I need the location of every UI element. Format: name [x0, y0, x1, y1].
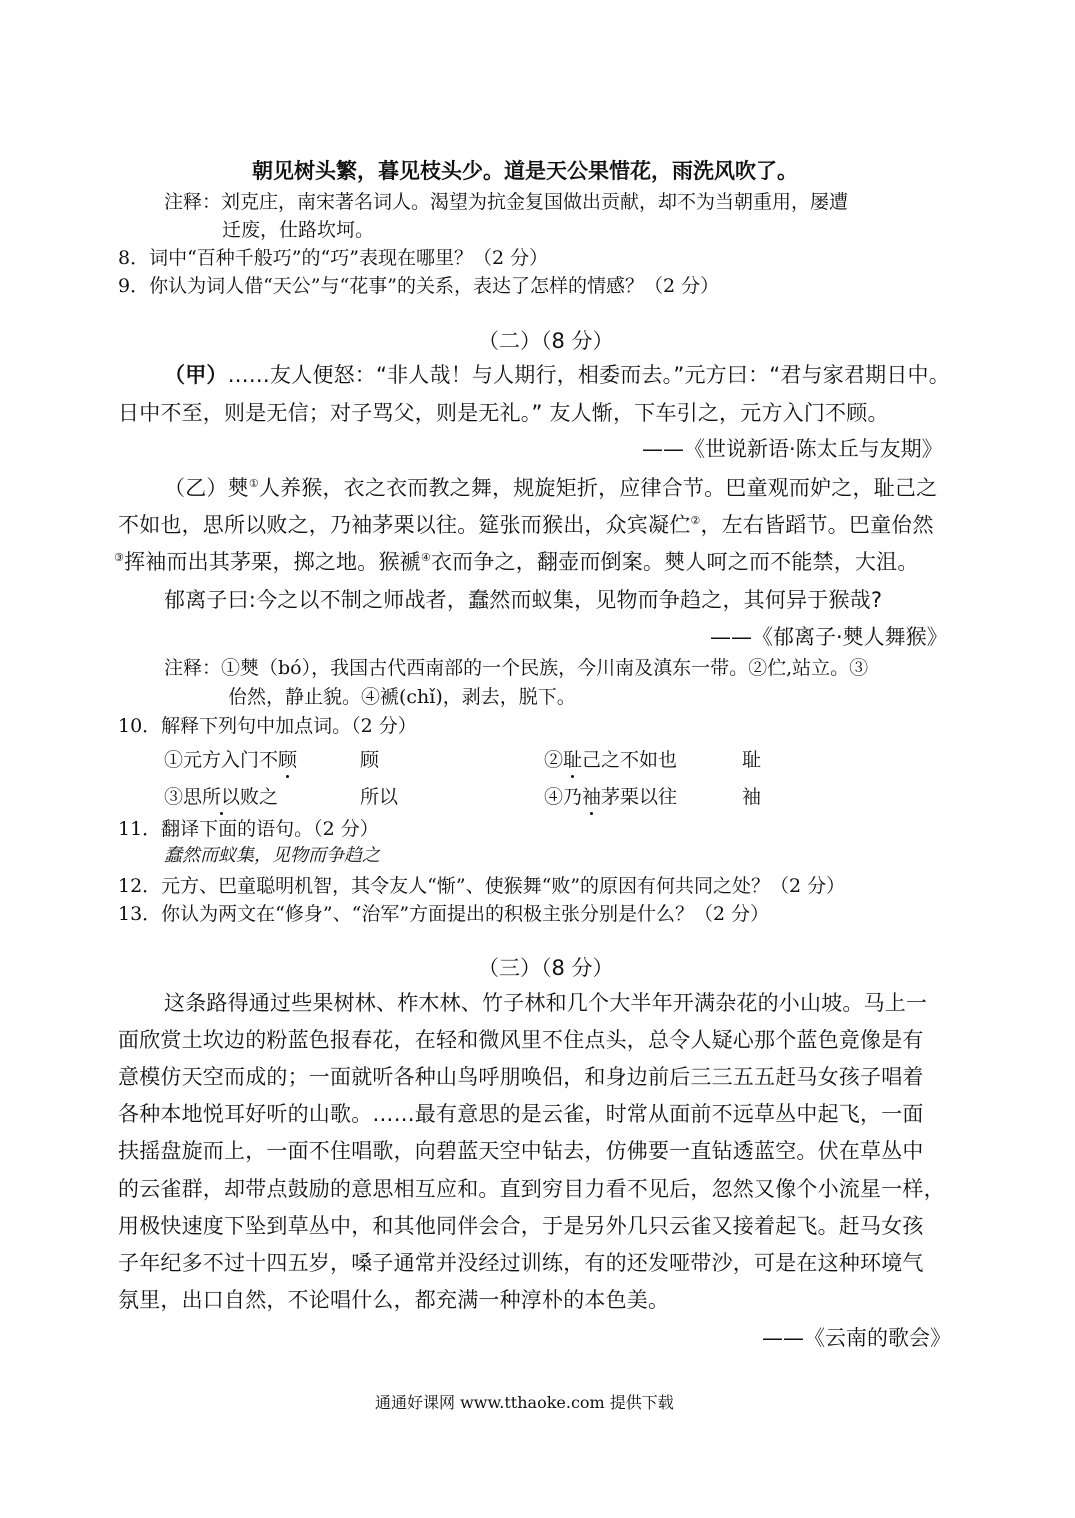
- passage-3-line-1: 这条路得通过些果树林、柞木林、竹子林和几个大半年开满杂花的小山坡。马上一: [164, 991, 928, 1015]
- q10-answer-3: 所以: [360, 786, 399, 808]
- section-3-heading: （三）（8 分）: [478, 956, 614, 980]
- section-2-heading: （二）（8 分）: [478, 329, 614, 353]
- passage-3-line-5: 扶摇盘旋而上，一面不住唱歌，向碧蓝天空中钻去，仿佛要一直钻透蓝空。伏在草丛中: [118, 1139, 924, 1163]
- q10-item-4: ④乃袖茅栗以往: [544, 786, 678, 808]
- question-11-stem: 11．翻译下面的语句。（2 分）: [118, 818, 379, 840]
- passage-3-line-4: 各种本地悦耳好听的山歌。……最有意思的是云雀，时常从面前不远草丛中起飞，一面: [118, 1102, 924, 1126]
- q10-answer-2: 耻: [742, 749, 762, 771]
- q10-answer-1: 顾: [360, 749, 380, 771]
- q10-item-2: ②耻己之不如也: [544, 749, 678, 771]
- passage-3-line-7: 用极快速度下坠到草丛中，和其他同伴会合，于是另外几只云雀又接着起飞。赶马女孩: [118, 1214, 924, 1238]
- passage-yi-line-2: 不如也，思所以败之，乃袖茅栗以往。筵张而猴出，众宾凝伫②，左右皆蹈节。巴童佁然: [118, 513, 934, 537]
- note-2-line-2: 佁然，静止貌。④褫(chǐ)，剥去，脱下。: [228, 686, 576, 708]
- passage-3-line-8: 子年纪多不过十四五岁，嗓子通常并没经过训练，有的还发哑带沙，可是在这种环境气: [118, 1251, 924, 1275]
- passage-jia-line-2: 日中不至，则是无信；对子骂父，则是无礼。” 友人惭，下车引之，元方入门不顾。: [118, 401, 889, 425]
- q10-item-1: ①元方入门不顾: [164, 749, 298, 771]
- question-12: 12．元方、巴童聪明机智，其令友人“惭”、使猴舞“败”的原因有何共同之处？（2 分）: [118, 875, 846, 897]
- passage-jia-source: ——《世说新语·陈太丘与友期》: [642, 437, 943, 461]
- footnote-mark-4: ④: [420, 551, 431, 564]
- footnote-mark-3: ③: [114, 551, 125, 564]
- page-footer: 通通好课网 www.tthaoke.com 提供下载: [375, 1393, 674, 1412]
- q10-item-3: ③思所以败之: [164, 786, 279, 808]
- poem-last-line: 朝见树头繁，暮见枝头少。道是天公果惜花，雨洗风吹了。: [252, 159, 798, 183]
- passage-yi-line-1: （乙）僰①人养猴，衣之衣而教之舞，规旋矩折，应律合节。巴童观而妒之，耻己之: [164, 476, 938, 500]
- passage-yi-source: ——《郁离子·僰人舞猴》: [710, 625, 948, 649]
- question-9: 9．你认为词人借“天公”与“花事”的关系，表达了怎样的情感？（2 分）: [118, 275, 720, 297]
- footnote-mark-1: ①: [248, 477, 259, 490]
- note-line-2: 迁废，仕路坎坷。: [222, 219, 375, 241]
- question-11-sentence: 蠢然而蚁集，见物而争趋之: [164, 845, 380, 866]
- q10-answer-4: 袖: [742, 786, 762, 808]
- passage-jia-line-1: （甲）……友人便怒：“非人哉！与人期行，相委而去。”元方曰：“君与家君期日中。: [164, 363, 950, 387]
- question-13: 13．你认为两文在“修身”、“治军”方面提出的积极主张分别是什么？（2 分）: [118, 903, 770, 925]
- passage-yi-line-4: 郁离子曰:今之以不制之师战者，蠢然而蚁集，见物而争趋之，其何异于猴哉?: [164, 588, 883, 612]
- question-10-stem: 10．解释下列句中加点词。（2 分）: [118, 715, 417, 737]
- passage-3-line-9: 氛里，出口自然，不论唱什么，都充满一种淳朴的本色美。: [118, 1288, 670, 1312]
- question-8: 8．词中“百种千般巧”的“巧”表现在哪里？（2 分）: [118, 247, 549, 269]
- note-line-1: 注释：刘克庄，南宋著名词人。渴望为抗金复国做出贡献，却不为当朝重用，屡遭: [164, 191, 849, 213]
- passage-3-line-6: 的云雀群，却带点鼓励的意思相互应和。直到穷目力看不见后，忽然又像个小流星一样，: [118, 1177, 945, 1201]
- passage-3-line-3: 意模仿天空而成的；一面就听各种山鸟呼朋唤侣，和身边前后三三五五赶马女孩子唱着: [118, 1065, 924, 1089]
- passage-yi-line-3: ③挥袖而出其茅栗，掷之地。猴褫④衣而争之，翻壶而倒案。僰人呵之而不能禁，大沮。: [114, 550, 919, 574]
- passage-3-source: ——《云南的歌会》: [762, 1326, 951, 1350]
- passage-jia-label: （甲）: [164, 363, 228, 387]
- note-2-line-1: 注释：①僰（bó），我国古代西南部的一个民族，今川南及滇东一带。②伫,站立。③: [164, 657, 869, 679]
- footnote-mark-2: ②: [690, 514, 701, 527]
- passage-3-line-2: 面欣赏土坎边的粉蓝色报春花，在轻和微风里不住点头，总令人疑心那个蓝色竟像是有: [118, 1028, 924, 1052]
